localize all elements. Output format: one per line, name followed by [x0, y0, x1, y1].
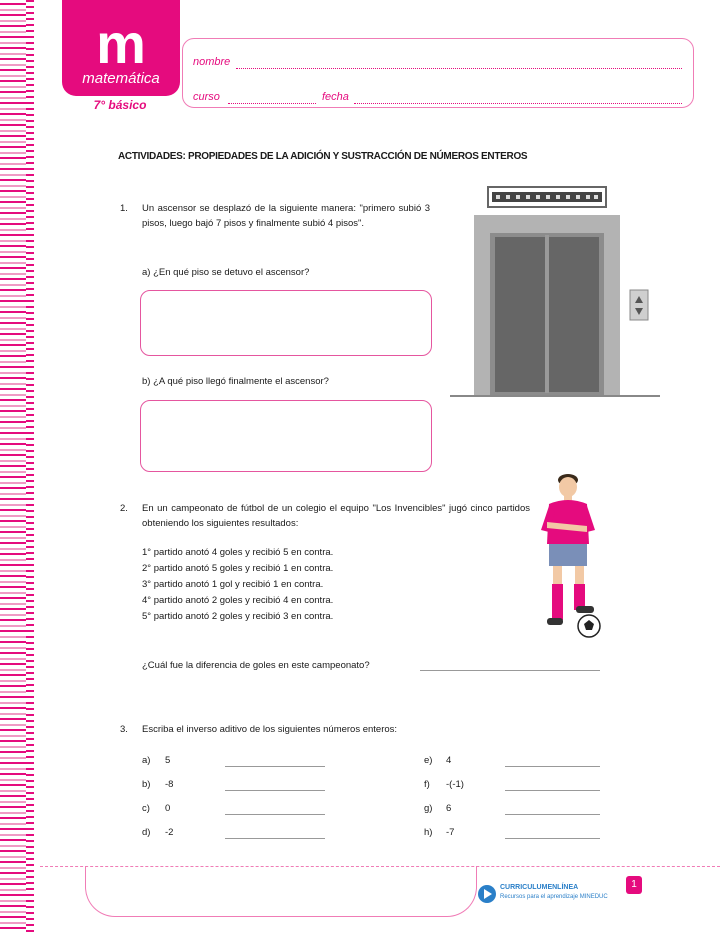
q3-item-e-answer[interactable]	[505, 766, 600, 767]
q3-item-c-value: 0	[165, 803, 171, 814]
footer-tab	[85, 866, 477, 917]
q2-result-1: 1° partido anotó 4 goles y recibió 5 en contra.	[142, 547, 334, 558]
logo-word: matemática	[82, 70, 160, 87]
q2-result-3: 3° partido anotó 1 gol y recibió 1 en contra.	[142, 579, 324, 590]
date-label: fecha	[322, 91, 349, 103]
q3-item-a-answer[interactable]	[225, 766, 325, 767]
q3-item-a-value: 5	[165, 755, 171, 766]
q3-item-a-letter: a)	[142, 755, 151, 766]
q3-item-b-answer[interactable]	[225, 790, 325, 791]
q3-item-f-value: -(-1)	[446, 779, 464, 790]
name-label: nombre	[193, 56, 231, 68]
q1b-answer-box[interactable]	[140, 400, 432, 472]
elevator-illustration	[450, 185, 660, 400]
student-info-box	[182, 38, 694, 108]
q3-item-h-value: -7	[446, 827, 455, 838]
q3-item-e-value: 4	[446, 755, 452, 766]
q3-item-e-letter: e)	[424, 755, 433, 766]
q3-item-d-value: -2	[165, 827, 174, 838]
q1-number: 1.	[120, 203, 128, 214]
q3-item-d-answer[interactable]	[225, 838, 325, 839]
q1a-question: a) ¿En qué piso se detuvo el ascensor?	[142, 267, 310, 278]
q3-item-d-letter: d)	[142, 827, 151, 838]
q3-item-c-answer[interactable]	[225, 814, 325, 815]
q2-result-2: 2° partido anotó 5 goles y recibió 1 en contra.	[142, 563, 334, 574]
q3-item-g-value: 6	[446, 803, 452, 814]
q2-result-4: 4° partido anotó 2 goles y recibió 4 en contra.	[142, 595, 334, 606]
q1a-answer-box[interactable]	[140, 290, 432, 356]
q3-item-c-letter: c)	[142, 803, 150, 814]
decorative-left-strip	[0, 0, 34, 933]
q2-question: ¿Cuál fue la diferencia de goles en este campeonato?	[142, 660, 370, 671]
q3-item-b-value: -8	[165, 779, 174, 790]
q3-text: Escriba el inverso aditivo de los siguientes números enteros:	[142, 724, 398, 735]
curriculum-brand	[478, 883, 608, 905]
q1-text: Un ascensor se desplazó de la siguiente manera: "primero subió 3 pisos, luego bajó 7 pisos y finalmente subió 4 pisos".	[142, 203, 430, 229]
q3-item-g-answer[interactable]	[505, 814, 600, 815]
brand-name: CURRICULUMENLÍNEA	[500, 884, 579, 891]
curriculum-logo-icon	[478, 885, 496, 903]
date-field[interactable]	[354, 103, 682, 104]
q3-item-b-letter: b)	[142, 779, 151, 790]
course-field[interactable]	[228, 103, 316, 104]
q3-item-f-answer[interactable]	[505, 790, 600, 791]
q1b-question: b) ¿A qué piso llegó finalmente el ascensor?	[142, 376, 329, 387]
q2-text: En un campeonato de fútbol de un colegio el equipo "Los Invencibles" jugó cinco partidos obteniendo los siguientes resultados:	[142, 503, 530, 529]
brand-subtitle: Recursos para el aprendizaje MINEDUC	[500, 894, 608, 900]
name-field[interactable]	[236, 68, 682, 69]
q2-result-5: 5° partido anotó 2 goles y recibió 3 en contra.	[142, 611, 334, 622]
q2-number: 2.	[120, 503, 128, 514]
subject-logo	[62, 0, 180, 96]
q3-item-h-answer[interactable]	[505, 838, 600, 839]
q3-item-h-letter: h)	[424, 827, 433, 838]
q3-item-f-letter: f)	[424, 779, 430, 790]
grade-label: 7° básico	[93, 98, 147, 112]
page-number: 1	[626, 876, 642, 894]
course-label: curso	[193, 91, 220, 103]
logo-letter: m	[96, 12, 146, 75]
q3-item-g-letter: g)	[424, 803, 433, 814]
page-title: ACTIVIDADES: PROPIEDADES DE LA ADICIÓN Y SUSTRACCIÓN DE NÚMEROS ENTEROS	[118, 151, 528, 162]
q3-number: 3.	[120, 724, 128, 735]
soccer-player-illustration	[535, 468, 615, 643]
q2-answer-line[interactable]	[420, 670, 600, 671]
